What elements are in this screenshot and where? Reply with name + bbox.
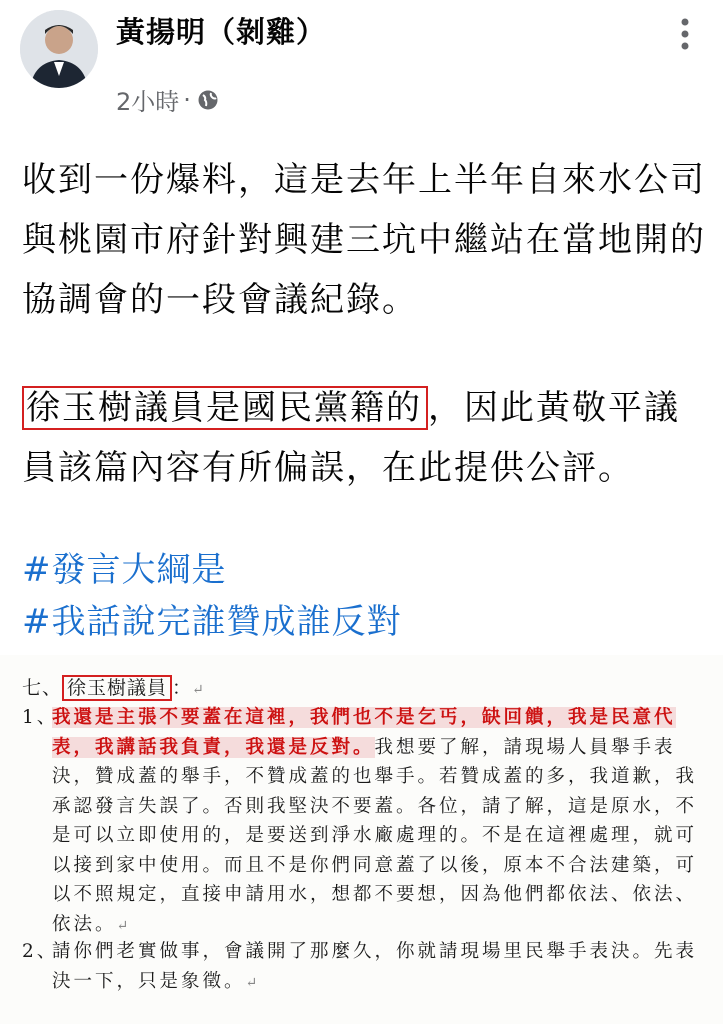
post-header <box>0 0 723 140</box>
doc-item-text: 我還是主張不要蓋在這裡，我們也不是乞丐，缺回饋，我是民意代表，我講話我負責，我還是反對。我想要了解，請現場人員舉手表決，贊成蓋的舉手，不贊成蓋的也舉手。若贊成蓋的多，我道歉，我承認發言失誤了。否則我堅決不要蓋。各位，請了解，這是原水，不是可以立即使用的，是要送到淨水廠處理的。不是在這裡處理，就可以接到家中使用。而且不是你們同意蓋了以後，原本不合法建築，可以不照規定，直接申請用水，想都不要想，因為他們都依法、依法、依法。↵ <box>52 707 698 935</box>
meeting-minutes-image[interactable] <box>0 655 723 1024</box>
meta-separator: · <box>183 85 191 114</box>
more-options-icon <box>681 18 689 50</box>
hashtag-link[interactable]: #發言大綱是 <box>22 550 227 590</box>
doc-item <box>22 937 702 998</box>
doc-heading: 七、 徐玉樹議員 ：↵ <box>22 677 205 699</box>
globe-icon <box>197 89 219 111</box>
doc-item-rest: 請你們老實做事，會議開了那麼久，你就請現場里民舉手表決。先表決一下，只是象徵。 <box>52 941 698 992</box>
doc-item <box>22 703 702 941</box>
post-paragraph-2-rest: ，因此黃敬平議員該篇內容有所偏誤，在此提供公評。 <box>22 388 680 488</box>
post-paragraph-2 <box>22 378 707 498</box>
more-options-button[interactable] <box>665 14 705 54</box>
avatar[interactable] <box>20 10 98 88</box>
highlighted-phrase: 徐玉樹議員是國民黨籍的 <box>22 386 428 430</box>
post-meta <box>116 82 219 117</box>
doc-item-number: 1、 <box>22 707 59 728</box>
hashtag-list <box>22 544 402 648</box>
avatar-image <box>20 10 98 88</box>
post-paragraph-1: 收到一份爆料，這是去年上半年自來水公司與桃園市府針對興建三坑中繼站在當地開的協調會的一段會議紀錄。 <box>22 160 706 320</box>
doc-heading-suffix: ： <box>172 677 193 699</box>
author-name[interactable]: 黃揚明（剝雞） <box>116 15 327 49</box>
hashtag-link[interactable]: #我話說完誰贊成誰反對 <box>22 602 402 642</box>
post-time[interactable]: 2小時 <box>116 88 180 116</box>
post-text <box>22 150 707 498</box>
doc-highlighted-text: 我還是主張不要蓋在這裡，我們也不是乞丐，缺回饋，我是民意代表，我講話我負責，我還是反對。 <box>52 707 676 758</box>
doc-heading-speaker: 徐玉樹議員 <box>62 675 172 701</box>
doc-heading-prefix: 七、 <box>22 677 63 699</box>
doc-item-number: 2、 <box>22 941 59 962</box>
doc-item-text: 請你們老實做事，會議開了那麼久，你就請現場里民舉手表決。先表決一下，只是象徵。↵ <box>52 941 698 992</box>
doc-item-rest: 我想要了解，請現場人員舉手表決，贊成蓋的舉手，不贊成蓋的也舉手。若贊成蓋的多，我道歉，我承認發言失誤了。否則我堅決不要蓋。各位，請了解，這是原水，不是可以立即使用的，是要送到淨水廠處理的。不是在這裡處理，就可以接到家中使用。而且不是你們同意蓋了以後，原本不合法建築，可以不照規定，直接申請用水，想都不要想，因為他們都依法、依法、依法。 <box>52 736 698 935</box>
